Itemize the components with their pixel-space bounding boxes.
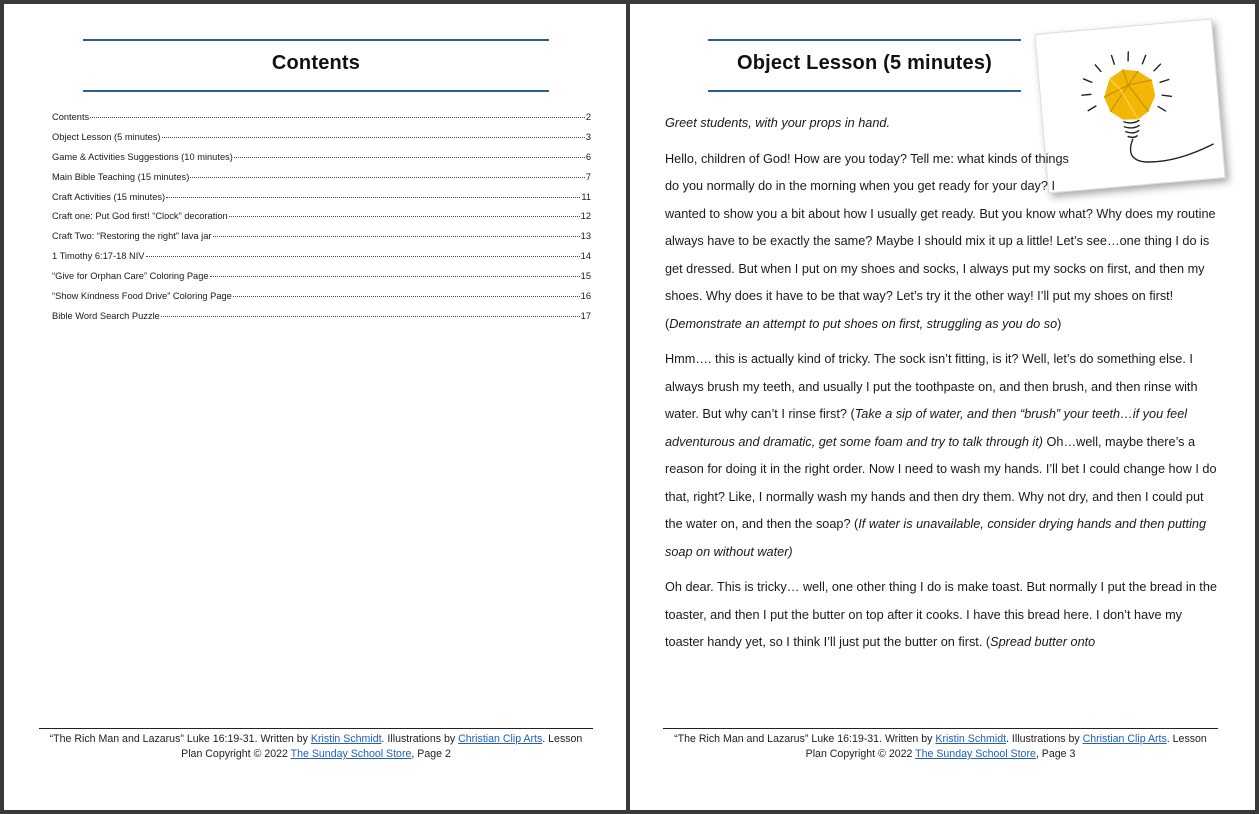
toc-dot-leader <box>229 216 580 217</box>
illustrator-link[interactable]: Christian Clip Arts <box>1082 733 1167 745</box>
toc-entry-label: 1 Timothy 6:17-18 NIV <box>52 251 145 262</box>
title-rule-bottom <box>83 90 549 92</box>
toc-entry-label: Object Lesson (5 minutes) <box>52 131 161 142</box>
toc-entry-label: Craft Activities (15 minutes) <box>52 191 166 202</box>
toc-entry-page: 12 <box>580 211 591 222</box>
toc-dot-leader <box>90 117 585 118</box>
toc-entry-page: 11 <box>581 191 591 202</box>
publisher-link[interactable]: The Sunday School Store <box>290 748 412 760</box>
toc-dot-leader <box>234 157 585 158</box>
toc-entry-label: Main Bible Teaching (15 minutes) <box>52 171 190 182</box>
toc-entry-page: 2 <box>585 112 591 122</box>
toc-entry-label: Game & Activities Suggestions (10 minutes) <box>52 151 233 162</box>
paragraph-teeth <box>665 346 1217 566</box>
toc-entry-page: 17 <box>580 310 591 321</box>
toc-entry[interactable] <box>52 132 591 152</box>
page-title: Contents <box>271 52 361 74</box>
toc-dot-leader <box>146 256 580 257</box>
lesson-body <box>665 110 1217 665</box>
toc-entry-page: 14 <box>580 251 591 262</box>
toc-entry[interactable] <box>52 192 591 212</box>
toc-entry-label: “Show Kindness Food Drive” Coloring Page <box>52 291 232 302</box>
toc-dot-leader <box>166 197 580 198</box>
footer-suffix: , Page 3 <box>1035 748 1076 760</box>
teeth-instruction: Take a sip of water, and then “brush” your teeth…if you feel adventurous and dramatic, get some foam and try to talk through it) <box>665 407 1188 449</box>
publisher-link[interactable]: The Sunday School Store <box>915 748 1036 760</box>
toc-entry[interactable] <box>52 231 591 251</box>
page-left <box>4 4 626 810</box>
author-link[interactable]: Kristin Schmidt <box>310 733 382 745</box>
footer-suffix: , Page 2 <box>411 748 451 760</box>
toc-entry[interactable] <box>52 112 591 132</box>
toc-entry[interactable] <box>52 271 591 291</box>
shoes-close: ) <box>1057 316 1062 331</box>
toc-entry[interactable] <box>52 291 591 311</box>
page-footer <box>663 728 1218 762</box>
footer-mid2: . Lesson Plan Copyright © 2022 <box>805 733 1207 760</box>
page-right <box>630 4 1255 810</box>
page-title: Object Lesson (5 minutes) <box>736 52 993 74</box>
toc-entry-label: “Give for Orphan Care” Coloring Page <box>52 271 209 282</box>
toc-entry-page: 15 <box>580 271 591 282</box>
toc-entry-label: Contents <box>52 112 90 122</box>
toc-dot-leader <box>233 296 580 297</box>
image-float-spacer <box>1075 4 1253 182</box>
title-rule-bottom <box>708 90 1021 92</box>
hands-text: Oh…well, maybe there’s a reason for doing it in the right order. Now I need to wash my hands. I’ll bet I could change how I do that, right? Like, I normally wash my hands and then dry them. Why not dry, and then I could put the water on, and then the soap? ( <box>665 434 1217 531</box>
shoes-text: Hello, children of God! How are you today? Tell me: what kinds of things do you normally do in the morning when you get ready for your day? I wanted to show you a bit about how I usually get ready. But you know what? Why does my routine always have to be exactly the same? Maybe I should mix it up a little! Let’s see…one thing I do is get dressed. But when I put on my shoes and socks, I always put my socks on first, and then my shoes. Why does it have to be that way? Let’s try it the other way! I’ll put my shoes on first! ( <box>665 151 1216 331</box>
title-rule-top <box>708 39 1021 41</box>
toc-dot-leader <box>190 177 585 178</box>
toc-entry-label: Bible Word Search Puzzle <box>52 310 160 321</box>
author-link[interactable]: Kristin Schmidt <box>935 733 1007 745</box>
footer-mid1: . Illustrations by <box>381 733 459 745</box>
toast-instruction: Spread butter onto <box>990 635 1096 649</box>
footer-prefix: “The Rich Man and Lazarus” Luke 16:19-31. Written by <box>49 733 311 745</box>
footer-mid2: . Lesson Plan Copyright © 2022 <box>181 733 583 760</box>
table-of-contents <box>52 112 591 331</box>
footer-mid1: . Illustrations by <box>1006 733 1083 745</box>
toc-entry[interactable] <box>52 172 591 192</box>
toc-dot-leader <box>161 316 580 317</box>
toc-entry-page: 16 <box>580 291 591 302</box>
teeth-text: Hmm…. this is actually kind of tricky. The sock isn’t fitting, is it? Well, let’s do something else. I always brush my teeth, and usually I put the toothpaste on, and then brush, and then rinse with water. But why can’t I rinse first? ( <box>665 352 1198 421</box>
paragraph-toast <box>665 574 1217 657</box>
toc-entry-page: 13 <box>580 231 591 242</box>
toc-dot-leader <box>162 137 585 138</box>
toc-entry-page: 6 <box>585 151 591 162</box>
toc-entry[interactable] <box>52 211 591 231</box>
toc-entry[interactable] <box>52 311 591 331</box>
toc-entry[interactable] <box>52 152 591 172</box>
toc-entry-page: 7 <box>585 171 591 182</box>
hands-instruction: If water is unavailable, consider drying hands and then putting soap on without water) <box>665 517 1206 559</box>
shoes-instruction: Demonstrate an attempt to put shoes on first, struggling as you do so <box>669 316 1058 331</box>
title-rule-top <box>83 39 549 41</box>
footer-prefix: “The Rich Man and Lazarus” Luke 16:19-31. Written by <box>674 733 936 745</box>
toc-entry-page: 3 <box>585 131 591 142</box>
toc-dot-leader <box>213 236 580 237</box>
toast-text: Oh dear. This is tricky… well, one other thing I do is make toast. But normally I put the bread in the toaster, and then I put the butter on top after it cooks. I have this bread here. I don’t have my toaster handy yet, so I think I’ll just put the butter on first. ( <box>665 580 1217 649</box>
toc-entry[interactable] <box>52 251 591 271</box>
toc-dot-leader <box>210 276 580 277</box>
illustrator-link[interactable]: Christian Clip Arts <box>458 733 543 745</box>
greeting-instruction: Greet students, with your props in hand. <box>665 116 890 130</box>
toc-entry-label: Craft Two: “Restoring the right” lava jar <box>52 231 212 242</box>
toc-entry-label: Craft one: Put God first! “Clock” decoration <box>52 211 228 222</box>
page-footer <box>39 728 593 762</box>
